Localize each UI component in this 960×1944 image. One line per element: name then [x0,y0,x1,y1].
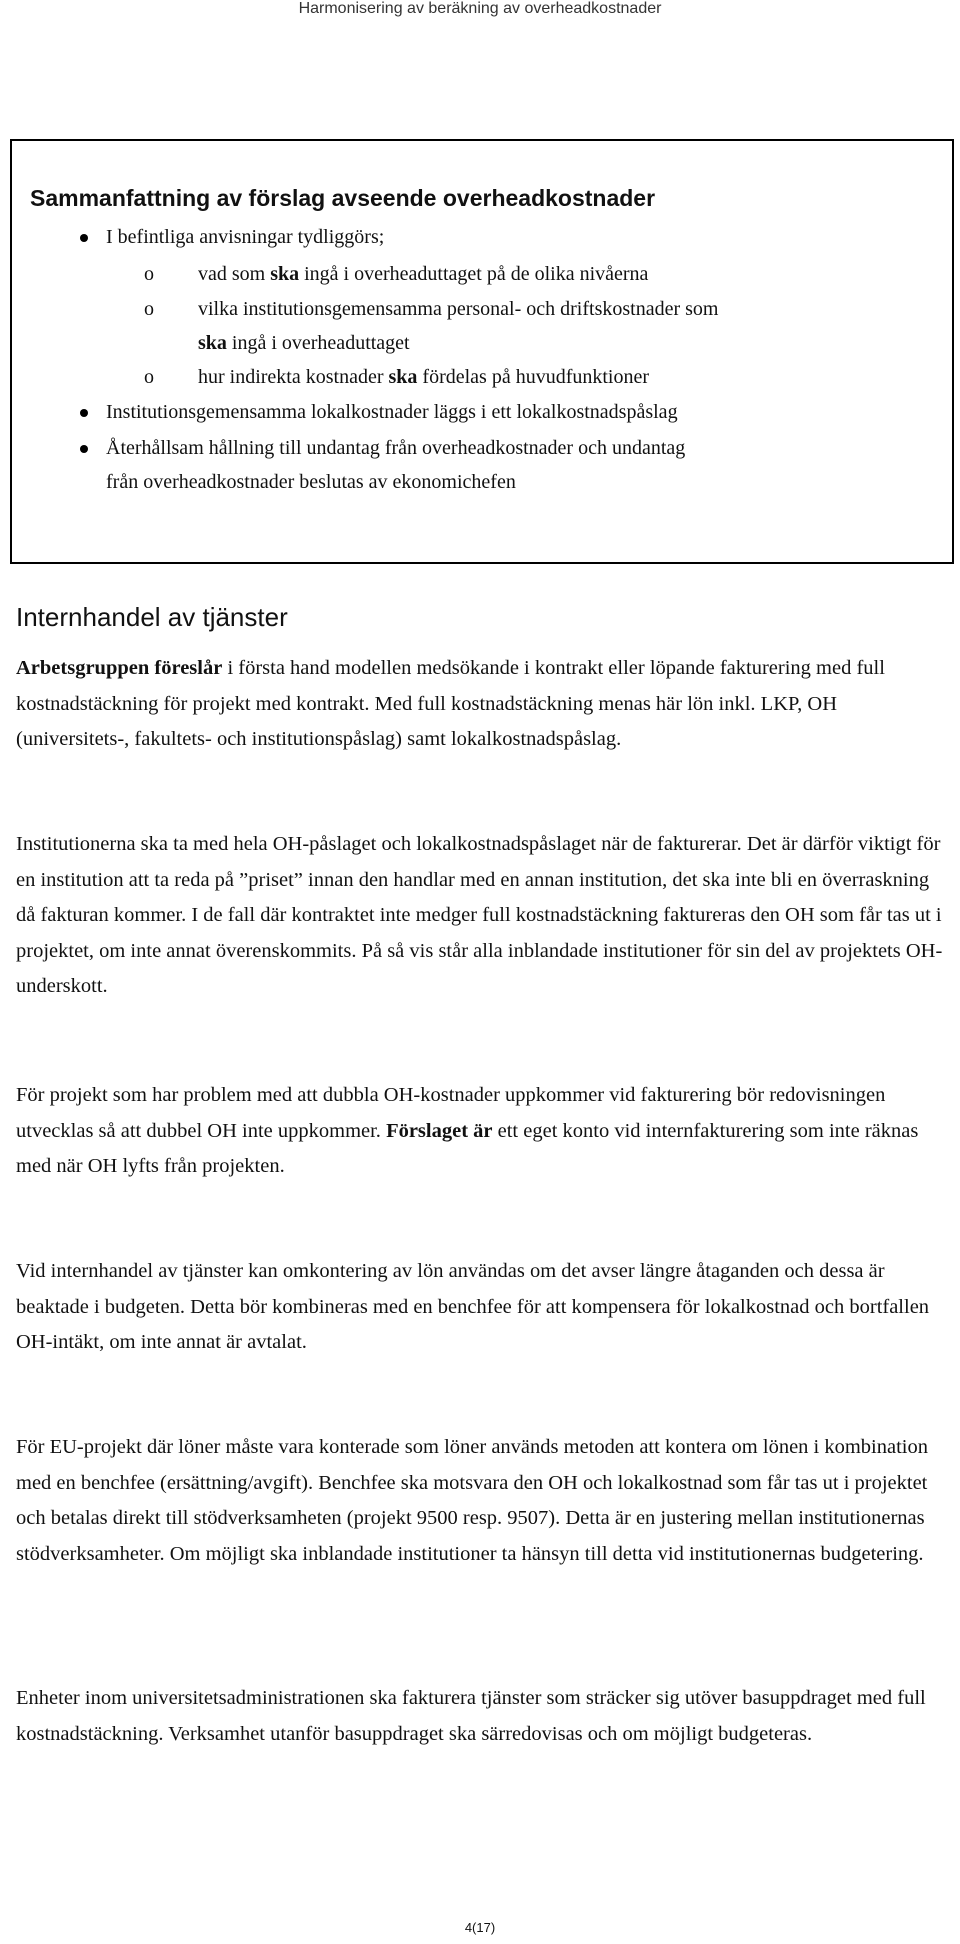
sub-bullet-icon: o [144,263,154,285]
summary-title: Sammanfattning av förslag avseende overheadkostnader [30,185,656,211]
summary-subbullet-3: hur indirekta kostnader ska fördelas på huvudfunktioner [198,366,650,388]
paragraph-6: Enheter inom universitetsadministrationen ska fakturera tjänster som sträcker sig utöver basuppdraget med full kostnadstäckning. Verksamhet utanför basuppdraget ska särredovisas och om möjligt budgeteras. [16,1687,926,1745]
section-title: Internhandel av tjänster [16,602,288,632]
summary-bullet-3: Återhållsam hållning till undantag från overheadkostnader och undantag [106,437,686,459]
paragraph-5: För EU-projekt där löner måste vara konterade som löner används metoden att kontera om lönen i kombination med en benchfee (ersättning/avgift). Benchfee ska motsvara den OH och lokalkostnad som får tas ut i projektet och betalas direkt till stödverksamheten (projekt 9500 resp. 9507). Detta är en justering mellan institutionernas stödverksamheter. Om möjligt ska inblandade institutioner ta hänsyn till detta vid institutionernas budgetering. [16,1436,928,1565]
sub-bullet-icon: o [144,366,154,388]
sub-bullet-icon: o [144,298,154,320]
bullet-icon [80,409,88,417]
summary-bullet-1: I befintliga anvisningar tydliggörs; [106,226,385,248]
bullet-icon [80,234,88,242]
summary-subbullet-2-cont: ska ingå i overheaduttaget [198,332,410,354]
summary-box [10,139,954,564]
summary-bullet-3-cont: från overheadkostnader beslutas av ekonomichefen [106,471,516,493]
paragraph-4: Vid internhandel av tjänster kan omkontering av lön användas om det avser längre åtaganden och dessa är beaktade i budgeten. Detta bör kombineras med en benchfee för att kompensera för lokalkostnad och bortfallen OH-intäkt, om inte annat är avtalat. [16,1260,930,1353]
bullet-icon [80,445,88,453]
paragraph-2: Institutionerna ska ta med hela OH-påslaget och lokalkostnadspåslaget när de fakturerar. Det är därför viktigt för en institution att ta reda på ”priset” innan den handlar med en annan institution, det ska inte bli en överraskning då fakturan kommer. I de fall där kontraktet inte medger full kostnadstäckning faktureras den OH som får tas ut i projektet, om inte annat överenskommits. På så vis står alla inblandade institutioner för sin del av projektets OH-underskott. [16,833,943,997]
summary-subbullet-1: vad som ska ingå i overheaduttaget på de olika nivåerna [198,263,649,285]
paragraph-1: Arbetsgruppen föreslår i första hand modellen medsökande i kontrakt eller löpande fakturering med full kostnadstäckning för projekt med kontrakt. Med full kostnadstäckning menas här lön inkl. LKP, OH (universitets-, fakultets- och institutionspåslag) samt lokalkostnadspåslag. [16,657,885,750]
paragraph-1-bold: Arbetsgruppen föreslår [16,657,223,679]
paragraph-3-bold: Förslaget är [386,1119,493,1142]
paragraph-3: För projekt som har problem med att dubbla OH-kostnader uppkommer vid fakturering bör redovisningen utvecklas så att dubbel OH inte uppkommer. Förslaget är ett eget konto vid internfakturering som inte räknas med när OH lyfts från projekten. [16,1084,919,1177]
running-header: Harmonisering av beräkning av overheadkostnader [298,0,662,17]
summary-subbullet-2: vilka institutionsgemensamma personal- och driftskostnader som [198,298,719,320]
page-number: 4(17) [464,1920,496,1935]
summary-bullet-2: Institutionsgemensamma lokalkostnader läggs i ett lokalkostnadspåslag [106,401,678,423]
